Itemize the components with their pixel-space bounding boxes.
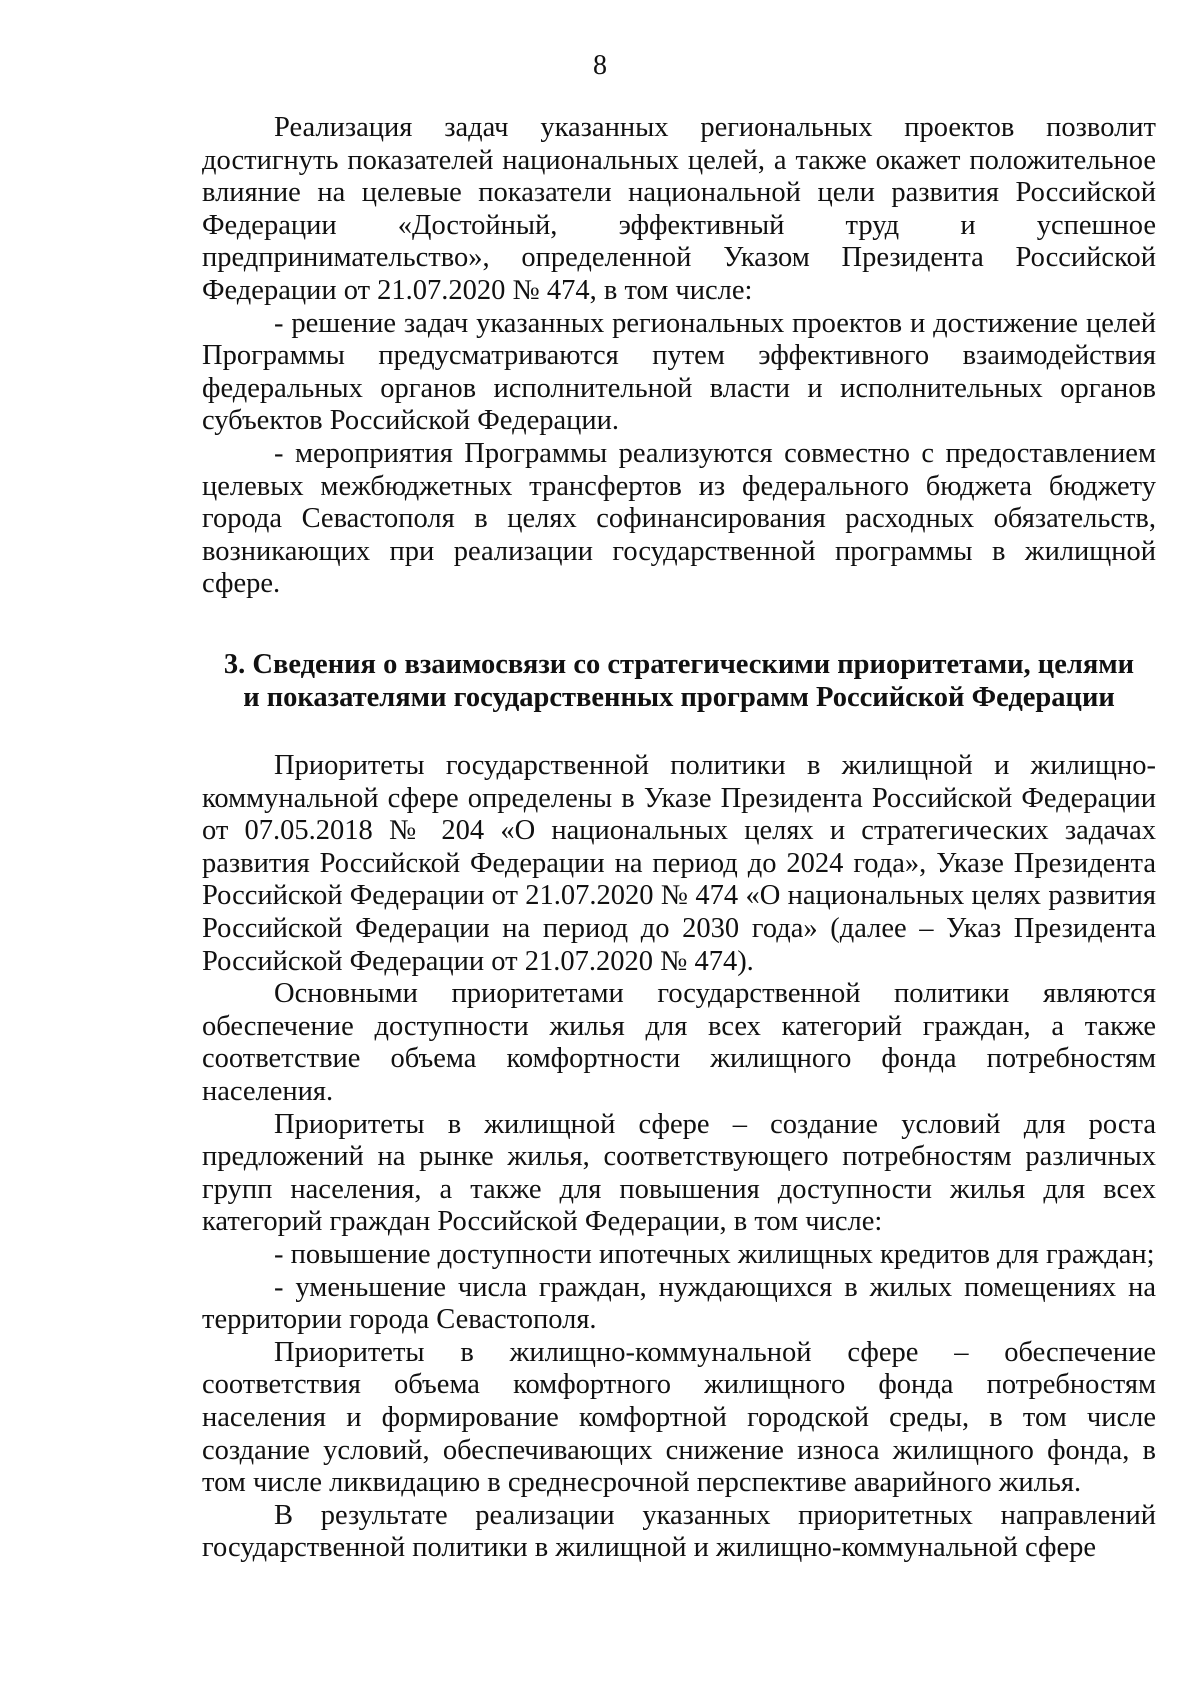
paragraph-program-activities: - мероприятия Программы реализуются совместно с предоставлением целевых межбюджетных трансфертов из федерального бюджета бюджету города Севастополя в целях софинансирования расходных обязательств, возникающих при реализации государственной программы в жилищной сфере.	[202, 437, 1156, 600]
paragraph-communal-priorities: Приоритеты в жилищно-коммунальной сфере – обеспечение соответствия объема комфортного жилищного фонда потребностям населения и формирование комфортной городской среды, в том числе создание условий, обеспечивающих снижение износа жилищного фонда, в том числе ликвидацию в среднесрочной перспективе аварийного жилья.	[202, 1336, 1156, 1499]
paragraph-implementation-result: В результате реализации указанных приоритетных направлений государственной политики в жилищной и жилищно-коммунальной сфере	[202, 1499, 1156, 1564]
list-item-mortgage-availability: - повышение доступности ипотечных жилищных кредитов для граждан;	[274, 1239, 1155, 1270]
section-3-heading-line-2: и показателями государственных программ Российской Федерации	[243, 681, 1115, 713]
page-number: 8	[593, 50, 607, 81]
paragraph-task-solution: - решение задач указанных региональных проектов и достижение целей Программы предусматриваются путем эффективного взаимодействия федеральных органов исполнительной власти и исполнительных органов субъектов Российской Федерации.	[202, 307, 1156, 437]
paragraph-policy-priorities: Приоритеты государственной политики в жилищной и жилищно-коммунальной сфере определены в Указе Президента Российской Федерации от 07.05.2018 № 204 «О национальных целях и стратегических задачах развития Российской Федерации на период до 2024 года», Указе Президента Российской Федерации от 21.07.2020 № 474 «О национальных целях развития Российской Федерации на период до 2030 года» (далее – Указ Президента Российской Федерации от 21.07.2020 № 474).	[202, 750, 1156, 977]
paragraph-main-priorities: Основными приоритетами государственной политики являются обеспечение доступности жилья для всех категорий граждан, а также соответствие объема комфортности жилищного фонда потребностям населения.	[202, 978, 1156, 1108]
paragraph-regional-projects: Реализация задач указанных региональных проектов позволит достигнуть показателей национальных целей, а также окажет положительное влияние на целевые показатели национальной цели развития Российской Федерации «Достойный, эффективный труд и успешное предпринимательство», определенной Указом Президента Российской Федерации от 21.07.2020 № 474, в том числе:	[202, 112, 1156, 306]
paragraph-housing-priorities: Приоритеты в жилищной сфере – создание условий для роста предложений на рынке жилья, соответствующего потребностям различных групп населения, а также для повышения доступности жилья для всех категорий граждан Российской Федерации, в том числе:	[202, 1108, 1156, 1238]
section-3-heading-line-1: 3. Сведения о взаимосвязи со стратегическими приоритетами, целями	[223, 648, 1135, 680]
list-item-reduce-needy-citizens: - уменьшение числа граждан, нуждающихся в жилых помещениях на территории города Севастополя.	[202, 1271, 1156, 1336]
document-body	[202, 112, 1156, 1565]
section-3-heading	[202, 649, 1156, 714]
